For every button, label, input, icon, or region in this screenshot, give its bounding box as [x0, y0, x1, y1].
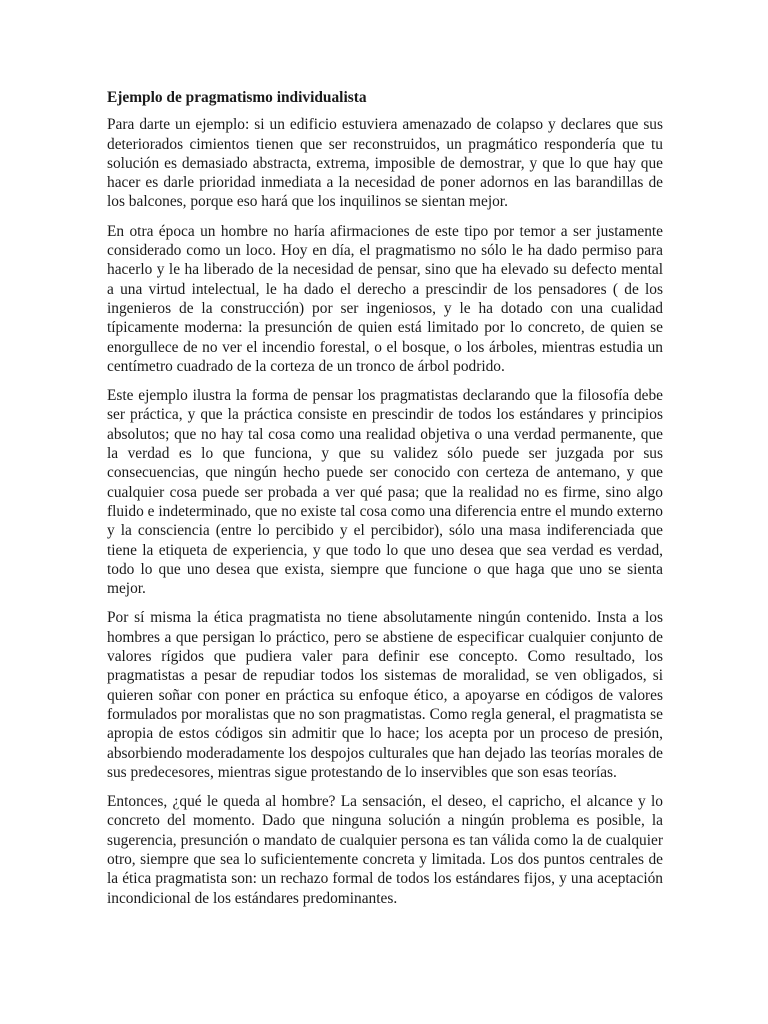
paragraph-1: Para darte un ejemplo: si un edificio estuviera amenazado de colapso y declares que sus deteriorados cimientos tienen que ser reconstruidos, un pragmático respondería que tu solución es demasiado abstracta, extrema, imposible de demostrar, y que lo que hay que hacer es darle prioridad inmediata a la necesidad de poner adornos en las barandillas de los balcones, porque eso hará que los inquilinos se sientan mejor. [107, 116, 663, 211]
paragraph-2: En otra época un hombre no haría afirmaciones de este tipo por temor a ser justamente considerado como un loco. Hoy en día, el pragmatismo no sólo le ha dado permiso para hacerlo y le ha liberado de la necesidad de pensar, sino que ha elevado su defecto mental a una virtud intelectual, le ha dado el derecho a prescindir de los pensadores ( de los ingenieros de la construcción) por ser ingeniosos, y le ha dotado con una cualidad típicamente moderna: la presunción de quien está limitado por lo concreto, de quien se enorgullece de no ver el incendio forestal, o el bosque, o los árboles, mientras estudia un centímetro cuadrado de la corteza de un tronco de árbol podrido. [107, 222, 663, 375]
paragraph-3: Este ejemplo ilustra la forma de pensar los pragmatistas declarando que la filosofía debe ser práctica, y que la práctica consiste en prescindir de todos los estándares y principios absolutos; que no hay tal cosa como una realidad objetiva o una verdad permanente, que la verdad es lo que funciona, y que su validez sólo puede ser juzgada por sus consecuencias, que ningún hecho puede ser conocido con certeza de antemano, y que cualquier cosa puede ser probada a ver qué pasa; que la realidad no es firme, sino algo fluido e indeterminado, que no existe tal cosa como una diferencia entre el mundo externo y la consciencia (entre lo percibido y el percibidor), sólo una masa indiferenciada que tiene la etiqueta de experiencia, y que todo lo que uno desea que sea verdad es verdad, todo lo que uno desea que exista, siempre que funcione o que haga que uno se sienta mejor. [107, 387, 663, 598]
paragraph-5: Entonces, ¿qué le queda al hombre? La sensación, el deseo, el capricho, el alcance y lo concreto del momento. Dado que ninguna solución a ningún problema es posible, la sugerencia, presunción o mandato de cualquier persona es tan válida como la de cualquier otro, siempre que sea lo suficientemente concreta y limitada. Los dos puntos centrales de la ética pragmatista son: un rechazo formal de todos los estándares fijos, y una aceptación incondicional de los estándares predominantes. [107, 793, 663, 907]
document-page [107, 88, 663, 918]
document-title: Ejemplo de pragmatismo individualista [107, 89, 367, 106]
paragraph-4: Por sí misma la ética pragmatista no tiene absolutamente ningún contenido. Insta a los hombres a que persigan lo práctico, pero se abstiene de especificar cualquier conjunto de valores rígidos que pudiera valer para definir ese concepto. Como resultado, los pragmatistas a pesar de repudiar todos los sistemas de moralidad, se ven obligados, si quieren soñar con poner en práctica su enfoque ético, a apoyarse en códigos de valores formulados por moralistas que no son pragmatistas. Como regla general, el pragmatista se apropia de estos códigos sin admitir que lo hace; los acepta por un proceso de presión, absorbiendo moderadamente los despojos culturales que han dejado las teorías morales de sus predecesores, mientras sigue protestando de lo inservibles que son esas teorías. [107, 609, 663, 781]
